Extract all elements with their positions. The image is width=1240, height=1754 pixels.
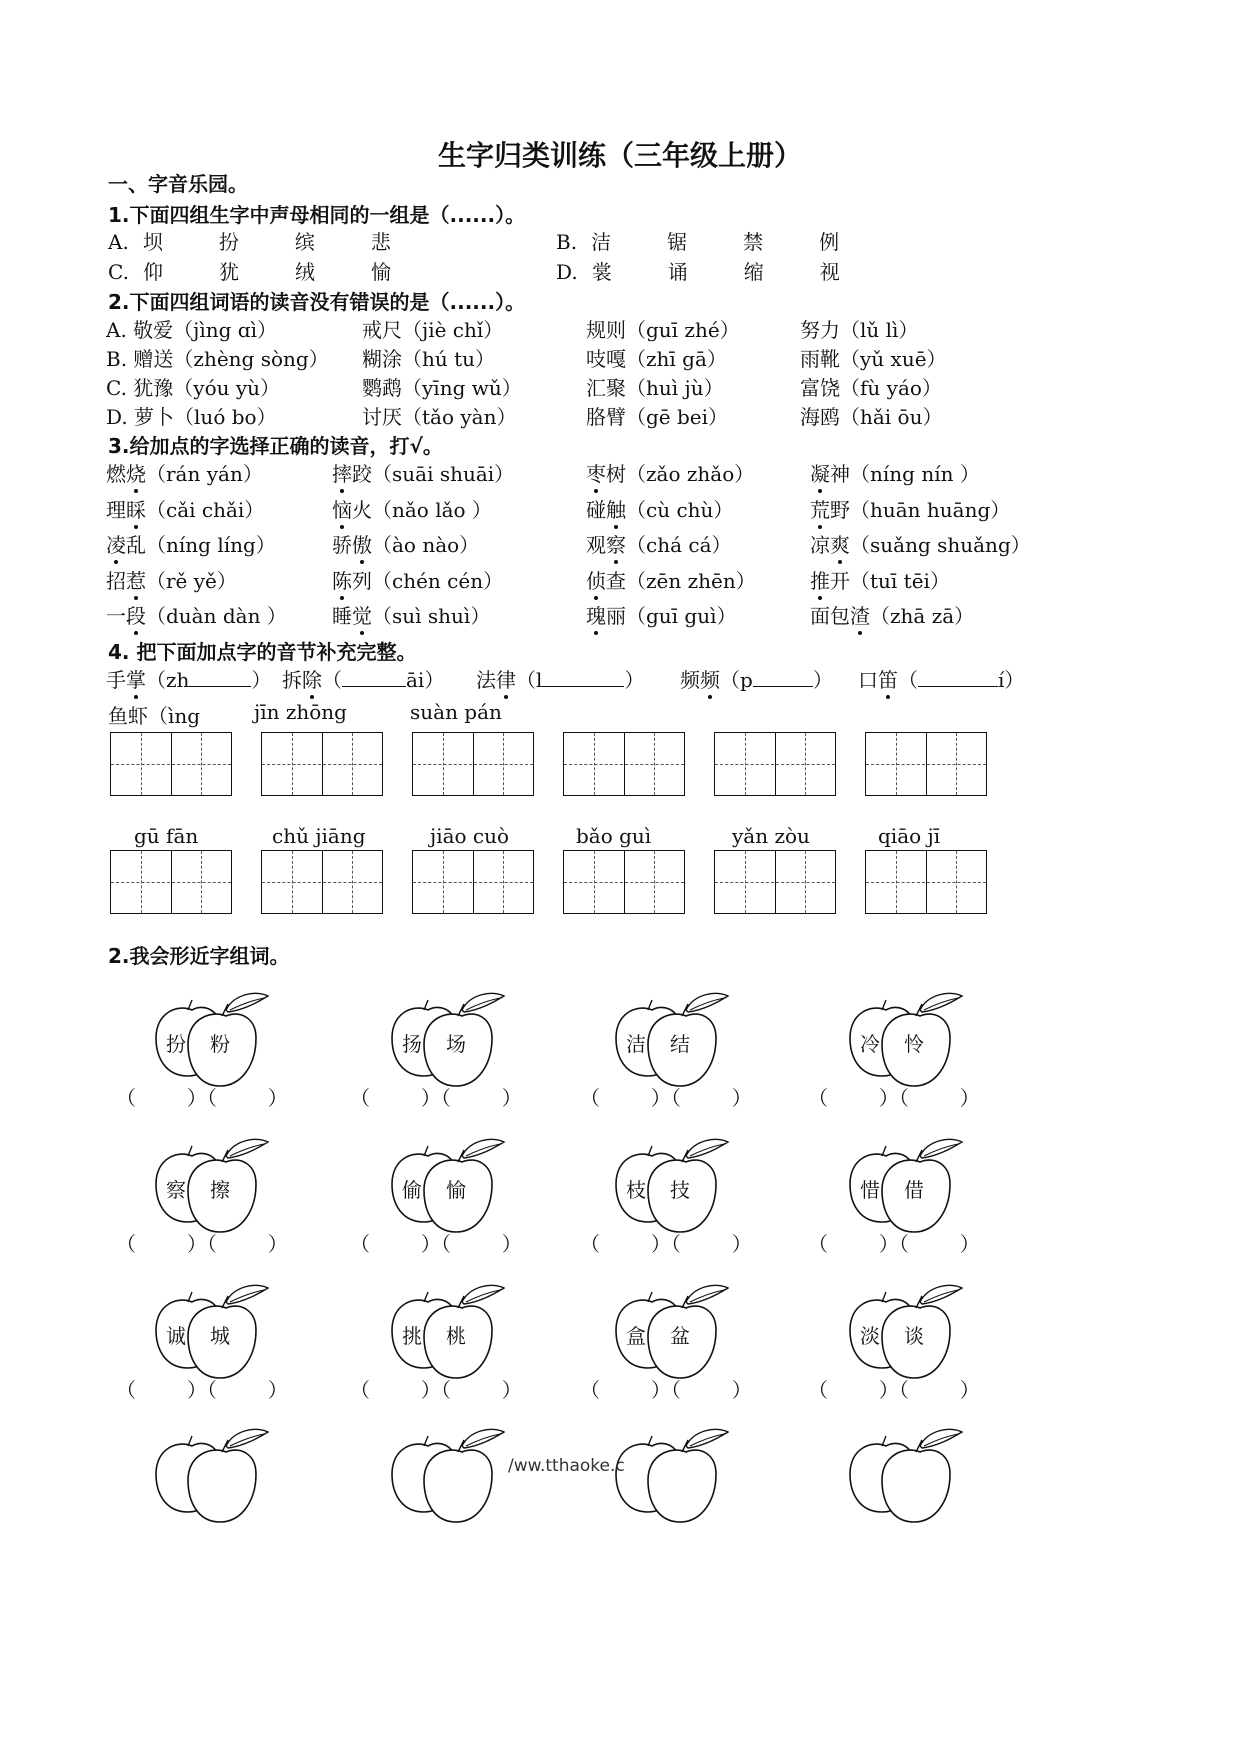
apple-char-right: 场 <box>446 1032 466 1056</box>
word-answer-blanks[interactable]: （ ）（ ） <box>808 1232 980 1256</box>
q4-pre: （zh <box>146 668 190 692</box>
q3-item <box>810 600 974 629</box>
q4-word <box>282 668 322 692</box>
q3-pinyin-choices: （ào nào） <box>372 533 480 557</box>
q3-pinyin-choices: （rě yě） <box>146 568 237 593</box>
grid-guide <box>413 882 533 883</box>
dotted-char: 掌 <box>126 668 146 692</box>
q3-pinyin-choices: （nǎo lǎo ） <box>372 497 492 522</box>
apple-char-left: 挑 <box>402 1324 422 1348</box>
word-char: 燃 <box>106 462 126 486</box>
q3-item <box>586 565 756 594</box>
tianzige-grid[interactable] <box>563 732 685 796</box>
apple-pair <box>608 1428 748 1524</box>
q2-word: 富饶（fù yáo） <box>800 376 942 400</box>
dotted-char: 陈 <box>332 568 352 593</box>
dotted-char: 荒 <box>810 497 830 522</box>
q3-pinyin-choices: （chá cá） <box>626 533 732 557</box>
word-char: 口 <box>858 668 878 692</box>
q4-post: í） <box>998 668 1025 692</box>
q4-post: ） <box>812 668 833 692</box>
grid-guide <box>564 882 684 883</box>
grid-guide <box>564 764 684 765</box>
apple-pair <box>608 1138 748 1234</box>
dotted-char: 渣 <box>850 604 870 628</box>
q4-prompt: 4. 把下面加点字的音节补充完整。 <box>108 640 417 664</box>
tianzige-grid[interactable] <box>110 850 232 914</box>
answer-blank[interactable] <box>342 668 406 687</box>
dotted-char: 笛 <box>878 668 898 692</box>
apple-char-left: 盒 <box>626 1324 646 1348</box>
word-char: 开 <box>830 568 850 593</box>
apple-pair <box>608 992 748 1088</box>
q3-pinyin-choices: （níng líng） <box>146 533 276 557</box>
grid-guide <box>111 882 231 883</box>
q3-item <box>106 565 237 594</box>
dotted-char: 爽 <box>830 533 850 557</box>
q3-pinyin-choices: （suāi shuāi） <box>372 462 515 486</box>
q4-word <box>858 668 898 692</box>
q2-word: B. 赠送（zhèng sòng） <box>106 347 329 371</box>
section-1-heading: 一、字音乐园。 <box>108 172 248 196</box>
apple-pair <box>148 1284 288 1380</box>
dotted-char: 凌 <box>106 533 126 557</box>
q3-pinyin-choices: （huān huāng） <box>850 497 1011 522</box>
q2-word: 鹦鹉（yīng wǔ） <box>362 376 522 400</box>
dotted-char: 惹 <box>126 568 146 593</box>
q3-word <box>586 533 626 557</box>
q3-word <box>586 462 626 486</box>
q3-item <box>106 529 276 558</box>
q3-item <box>586 529 732 558</box>
tianzige-grid[interactable] <box>261 732 383 796</box>
grid-guide <box>715 882 835 883</box>
q2-word: 雨靴（yǔ xuē） <box>800 347 947 371</box>
option-char: 扮 <box>218 230 239 254</box>
apple-pair <box>148 992 288 1088</box>
word-char: 频 <box>680 668 700 692</box>
q4-word <box>680 668 720 692</box>
apple-pair <box>384 1284 524 1380</box>
grid-guide <box>111 764 231 765</box>
q3-word <box>106 569 146 593</box>
dotted-char: 烧 <box>126 462 146 486</box>
word-char: 包 <box>830 604 850 628</box>
q3-item <box>106 494 264 523</box>
word-char: 面 <box>810 604 830 628</box>
q3-prompt: 3.给加点的字选择正确的读音，打√。 <box>108 434 443 458</box>
apple-char-right: 擦 <box>210 1178 230 1202</box>
q2-word: A. 敬爱（jìng ɑì） <box>106 318 277 342</box>
page-title: 生字归类训练（三年级上册） <box>437 139 802 172</box>
apple-char-right: 桃 <box>446 1324 466 1348</box>
q3-word <box>810 604 870 628</box>
q4-pre: （ <box>322 668 342 692</box>
answer-blank[interactable] <box>753 668 813 687</box>
word-char: 拆 <box>282 668 302 692</box>
q4-post: ） <box>624 668 645 692</box>
q3-pinyin-choices: （níng nín ） <box>850 462 980 486</box>
q3-pinyin-choices: （duàn dàn ） <box>146 604 287 628</box>
pinyin-label: suàn pán <box>410 700 502 724</box>
q3-word <box>810 533 850 557</box>
q3-word <box>106 533 146 557</box>
word-char: 法 <box>476 668 496 692</box>
tianzige-grid[interactable] <box>110 732 232 796</box>
grid-guide <box>715 764 835 765</box>
q3-item <box>332 600 490 629</box>
tianzige-grid[interactable] <box>412 850 534 914</box>
word-char: 手 <box>106 668 126 692</box>
q3-pinyin-choices: （zēn zhēn） <box>626 568 756 593</box>
q4-post: ） <box>251 668 272 692</box>
q2-word: 努力（lǔ lì） <box>800 318 919 342</box>
q3-pinyin-choices: （cǎi chǎi） <box>146 497 265 522</box>
q2-word: 糊涂（hú tu） <box>362 347 496 371</box>
dotted-char: 频 <box>700 668 720 692</box>
apple-pair <box>608 1284 748 1380</box>
tianzige-grid[interactable] <box>261 850 383 914</box>
word-answer-blanks[interactable]: （ ）（ ） <box>580 1086 752 1110</box>
q3-word <box>106 604 146 628</box>
q4-pre: （ <box>898 668 918 692</box>
apple-pair <box>384 1428 524 1524</box>
q4-pre: （p <box>720 668 753 692</box>
word-char: 乱 <box>126 533 146 557</box>
apple-char-left: 扮 <box>166 1032 186 1056</box>
option-label: A. <box>108 230 129 254</box>
q3-item <box>810 458 980 487</box>
apple-char-right: 盆 <box>670 1324 690 1348</box>
tianzige-grid[interactable] <box>412 732 534 796</box>
q3-item <box>332 494 492 523</box>
q4-post: āi） <box>406 668 445 692</box>
q2-word: 讨厌（tǎo yàn） <box>362 405 517 429</box>
word-char: 理 <box>106 497 126 522</box>
q2-word: 胳臂（gē bei） <box>586 405 729 429</box>
q4-item <box>106 664 271 693</box>
q4-last-item: 鱼虾（ìng <box>108 704 201 728</box>
apple-char-left: 枝 <box>626 1178 646 1202</box>
pinyin-label: jiāo cuò <box>430 824 510 848</box>
apple-char-right: 结 <box>670 1032 690 1056</box>
word-char: 丽 <box>606 604 626 628</box>
grid-guide <box>866 764 986 765</box>
word-answer-blanks[interactable]: （ ）（ ） <box>116 1378 288 1402</box>
option-char: 仰 <box>142 260 163 284</box>
q3-word <box>106 498 146 522</box>
q3-word <box>332 533 372 557</box>
option-char: 悲 <box>370 230 391 254</box>
answer-blank[interactable] <box>189 668 251 687</box>
option-label: C. <box>108 260 129 284</box>
word-char: 一 <box>106 604 126 628</box>
q3-pinyin-choices: （rán yán） <box>146 462 263 486</box>
dotted-char: 凝 <box>810 462 830 486</box>
grid-guide <box>262 764 382 765</box>
dotted-char: 察 <box>606 533 626 557</box>
apple-char-right: 城 <box>210 1324 230 1348</box>
grid-guide <box>866 882 986 883</box>
apple-char-right: 愉 <box>446 1178 466 1202</box>
apple-pair <box>842 992 982 1088</box>
apple-pair <box>842 1428 982 1524</box>
q3-item <box>106 600 287 629</box>
dotted-char: 觉 <box>352 604 372 628</box>
q3-pinyin-choices: （zhā zā） <box>870 604 975 628</box>
answer-blank[interactable] <box>918 668 998 687</box>
q3-item <box>332 458 514 487</box>
pinyin-label: jīn zhōng <box>254 700 347 724</box>
q3-pinyin-choices: （suǎng shuǎng） <box>850 533 1031 557</box>
q3-item <box>586 494 733 523</box>
option-char: 禁 <box>743 230 764 254</box>
pinyin-label: qiāo jī <box>878 824 941 848</box>
q1-prompt: 1.下面四组生字中声母相同的一组是（......）。 <box>108 203 526 227</box>
option-char: 例 <box>819 230 840 254</box>
watermark: /ww.tthaoke.c <box>508 1456 625 1476</box>
q2-word: 吱嘎（zhī gā） <box>586 347 727 371</box>
q3-item <box>332 565 503 594</box>
q4-item <box>858 664 1024 693</box>
apple-char-left: 冷 <box>860 1032 880 1056</box>
option-char: 缤 <box>294 230 315 254</box>
tianzige-grid[interactable] <box>865 732 987 796</box>
q3-word <box>810 498 850 522</box>
word-answer-blanks[interactable]: （ ）（ ） <box>580 1378 752 1402</box>
word-answer-blanks[interactable]: （ ）（ ） <box>116 1086 288 1110</box>
apple-char-left: 诚 <box>166 1324 186 1348</box>
apple-pair <box>148 1138 288 1234</box>
tianzige-grid[interactable] <box>865 850 987 914</box>
pinyin-label: chǔ jiāng <box>272 824 366 848</box>
dotted-char: 睬 <box>126 497 146 522</box>
q2-word: 戒尺（jiè chǐ） <box>362 318 504 342</box>
q1-option <box>556 256 840 285</box>
word-answer-blanks[interactable]: （ ）（ ） <box>580 1232 752 1256</box>
q3-item <box>332 529 479 558</box>
dotted-char: 推 <box>810 568 830 593</box>
q3-word <box>332 604 372 628</box>
apple-pair <box>842 1284 982 1380</box>
word-answer-blanks[interactable]: （ ）（ ） <box>808 1086 980 1110</box>
option-char: 愉 <box>370 260 391 284</box>
word-char: 碰 <box>586 497 606 522</box>
apple-char-left: 惜 <box>860 1178 880 1202</box>
apple-char-left: 偷 <box>402 1178 422 1202</box>
dotted-char: 瑰 <box>586 604 606 628</box>
option-char: 诵 <box>667 260 688 284</box>
q2-word: 海鸥（hǎi ōu） <box>800 405 943 429</box>
option-char: 缩 <box>743 260 764 284</box>
apple-char-right: 借 <box>904 1178 924 1202</box>
apple-pair <box>384 992 524 1088</box>
apple-pair <box>842 1138 982 1234</box>
apple-char-right: 粉 <box>210 1032 230 1056</box>
q4-item <box>282 664 444 693</box>
dotted-char: 除 <box>302 668 322 692</box>
option-label: D. <box>556 260 578 284</box>
q3-pinyin-choices: （tuī tēi） <box>850 568 950 593</box>
q2-word: C. 犹豫（yóu yù） <box>106 376 281 400</box>
word-answer-blanks[interactable]: （ ）（ ） <box>116 1232 288 1256</box>
q4-item <box>680 664 833 693</box>
apple-char-left: 淡 <box>860 1324 880 1348</box>
dotted-char: 摔 <box>332 462 352 486</box>
answer-blank[interactable] <box>542 668 624 687</box>
q1-option <box>108 226 391 255</box>
pinyin-label: bǎo guì <box>576 824 652 848</box>
q3-word <box>810 569 850 593</box>
tianzige-grid[interactable] <box>714 732 836 796</box>
word-char: 火 <box>352 497 372 522</box>
q2-word: 汇聚（huì jù） <box>586 376 724 400</box>
q3-item <box>810 529 1031 558</box>
tianzige-grid[interactable] <box>563 850 685 914</box>
word-char: 列 <box>352 568 372 593</box>
apple-char-right: 怜 <box>904 1032 924 1056</box>
apple-char-left: 察 <box>166 1178 186 1202</box>
option-char: 洁 <box>591 230 612 254</box>
q3-word <box>332 462 372 486</box>
q3-item <box>810 494 1010 523</box>
q3-item <box>810 565 950 594</box>
word-char: 凉 <box>810 533 830 557</box>
q1-option <box>556 226 839 255</box>
dotted-char: 傲 <box>352 533 372 557</box>
option-char: 锯 <box>667 230 688 254</box>
q2-word: D. 萝卜（luó bo） <box>106 405 277 429</box>
option-char: 犹 <box>218 260 239 284</box>
word-char: 神 <box>830 462 850 486</box>
q3-pinyin-choices: （chén cén） <box>372 568 504 593</box>
q3-pinyin-choices: （guī guì） <box>626 604 737 628</box>
q3-word <box>586 569 626 593</box>
pinyin-label: yǎn zòu <box>732 824 810 848</box>
apple-char-left: 扬 <box>402 1032 422 1056</box>
apple-pair <box>148 1428 288 1524</box>
apple-char-right: 谈 <box>904 1324 924 1348</box>
option-char: 裳 <box>591 260 612 284</box>
option-char: 视 <box>819 260 840 284</box>
q3-word <box>586 498 626 522</box>
word-char: 野 <box>830 497 850 522</box>
grid-guide <box>262 882 382 883</box>
option-char: 绒 <box>294 260 315 284</box>
word-answer-blanks[interactable]: （ ）（ ） <box>808 1378 980 1402</box>
q4-word <box>106 668 146 692</box>
q2-word: 规则（guī zhé） <box>586 318 740 342</box>
q2-prompt: 2.下面四组词语的读音没有错误的是（......）。 <box>108 290 526 314</box>
grid-guide <box>413 764 533 765</box>
dotted-char: 段 <box>126 604 146 628</box>
word-char: 查 <box>606 568 626 593</box>
word-char: 跤 <box>352 462 372 486</box>
word-answer-blanks[interactable]: （ ）（ ） <box>350 1378 522 1402</box>
q3-item <box>106 458 263 487</box>
q3-word <box>106 462 146 486</box>
word-answer-blanks[interactable]: （ ）（ ） <box>350 1232 522 1256</box>
q3-item <box>586 458 754 487</box>
q3-word <box>586 604 626 628</box>
dotted-char: 枣 <box>586 462 606 486</box>
q3-pinyin-choices: （suì shuì） <box>372 604 491 628</box>
apple-char-right: 技 <box>670 1178 690 1202</box>
option-char: 坝 <box>142 230 163 254</box>
apple-char-left: 洁 <box>626 1032 646 1056</box>
section-2-heading: 2.我会形近字组词。 <box>108 944 290 968</box>
q4-pre: （l <box>516 668 543 692</box>
pinyin-label: gū fān <box>134 824 199 848</box>
q3-item <box>586 600 737 629</box>
word-char: 招 <box>106 568 126 593</box>
q3-word <box>332 498 372 522</box>
dotted-char: 侦 <box>586 568 606 593</box>
dotted-char: 恼 <box>332 497 352 522</box>
q1-option <box>108 256 391 285</box>
q4-word <box>476 668 516 692</box>
dotted-char: 律 <box>496 668 516 692</box>
q3-pinyin-choices: （cù chù） <box>626 497 734 522</box>
apple-pair <box>384 1138 524 1234</box>
option-label: B. <box>556 230 578 254</box>
word-char: 观 <box>586 533 606 557</box>
word-char: 睡 <box>332 604 352 628</box>
q4-item <box>476 664 644 693</box>
dotted-char: 触 <box>606 497 626 522</box>
word-char: 树 <box>606 462 626 486</box>
word-char: 骄 <box>332 533 352 557</box>
q3-word <box>332 569 372 593</box>
tianzige-grid[interactable] <box>714 850 836 914</box>
word-answer-blanks[interactable]: （ ）（ ） <box>350 1086 522 1110</box>
q3-word <box>810 462 850 486</box>
q3-pinyin-choices: （zǎo zhǎo） <box>626 462 755 486</box>
